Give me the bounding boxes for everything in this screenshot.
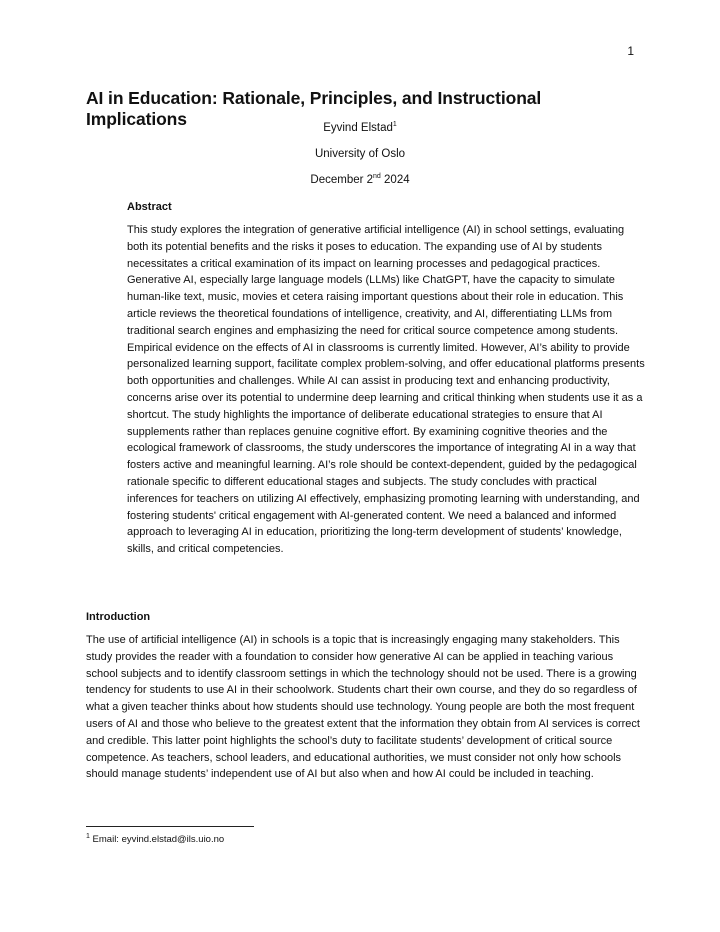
introduction-heading: Introduction [86, 611, 151, 623]
footnote [86, 834, 224, 845]
author-footnote-marker: 1 [392, 121, 397, 129]
abstract-body: This study explores the integration of generative artificial intelligence (AI) in school settings, evaluating both its potential benefits and the risks it poses to education. The expanding use of AI by students necessitates a critical examination of its impact on learning processes and pedagogical practices. Generative AI, especially large language models (LLMs) like ChatGPT, have the capacity to simulate human-like text, music, movies et cetera raising important questions about their role in education. This article reviews the theoretical foundations of intelligence, creativity, and AI, differentiating LLMs from traditional search engines and emphasizing the need for critical source competence among students. Empirical evidence on the effects of AI in classrooms is currently limited. However, AI’s ability to provide personalized learning support, facilitate complex problem-solving, and offer educational platforms presents both opportunities and challenges. While AI can assist in producing text and enhancing productivity, concerns arise over its potential to undermine deep learning and critical thinking when students use it as a shortcut. The study highlights the importance of deliberate educational strategies to ensure that AI supplements rather than replaces genuine cognitive effort. By examining cognitive theories and the ecological framework of classrooms, the study underscores the importance of integrating AI in a way that fosters active and meaningful learning. AI’s role should be context-dependent, guided by the pedagogical rationale specific to different educational stages and subjects. The study concludes with practical inferences for teachers on utilizing AI effectively, emphasizing promoting learning with understanding, and fostering students' critical engagement with AI-generated content. We need a balanced and informed approach to leveraging AI in education, prioritizing the long-term development of students’ knowledge, skills, and critical competencies. [127, 224, 645, 556]
date-after: 2024 [380, 174, 410, 186]
author-line [86, 122, 634, 134]
introduction-body: The use of artificial intelligence (AI) in schools is a topic that is increasingly engaging many stakeholders. This study provides the reader with a foundation to consider how generative AI can be applied in teaching various school subjects and to identify classroom settings in which the technology should not be used. There is a growing tendency for students to use AI in their schoolwork. Students chart their own course, and they do so regardless of what a given teacher thinks about how students should use technology. Young people are both the most frequent users of AI and those who believe to the greatest extent that the information they obtain from AI services is correct and credible. This latter point highlights the school’s duty to facilitate students’ development of critical source competence. As teachers, school leaders, and educational authorities, we must consider not only how schools should manage students’ independent use of AI but also when and how AI could be included in teaching. [86, 634, 640, 781]
date-superscript: nd [373, 173, 381, 181]
abstract-heading: Abstract [127, 201, 172, 213]
author-name: Eyvind Elstad [323, 122, 393, 134]
footnote-rule [86, 826, 254, 827]
date-line [86, 174, 634, 186]
footnote-marker: 1 [86, 832, 90, 840]
page-number: 1 [627, 44, 634, 58]
paper-title: AI in Education: Rationale, Principles, and Instructional Implications [86, 88, 542, 129]
date-before: December 2 [310, 174, 374, 186]
footnote-text: Email: eyvind.elstad@ils.uio.no [89, 834, 225, 845]
affiliation: University of Oslo [314, 148, 406, 160]
